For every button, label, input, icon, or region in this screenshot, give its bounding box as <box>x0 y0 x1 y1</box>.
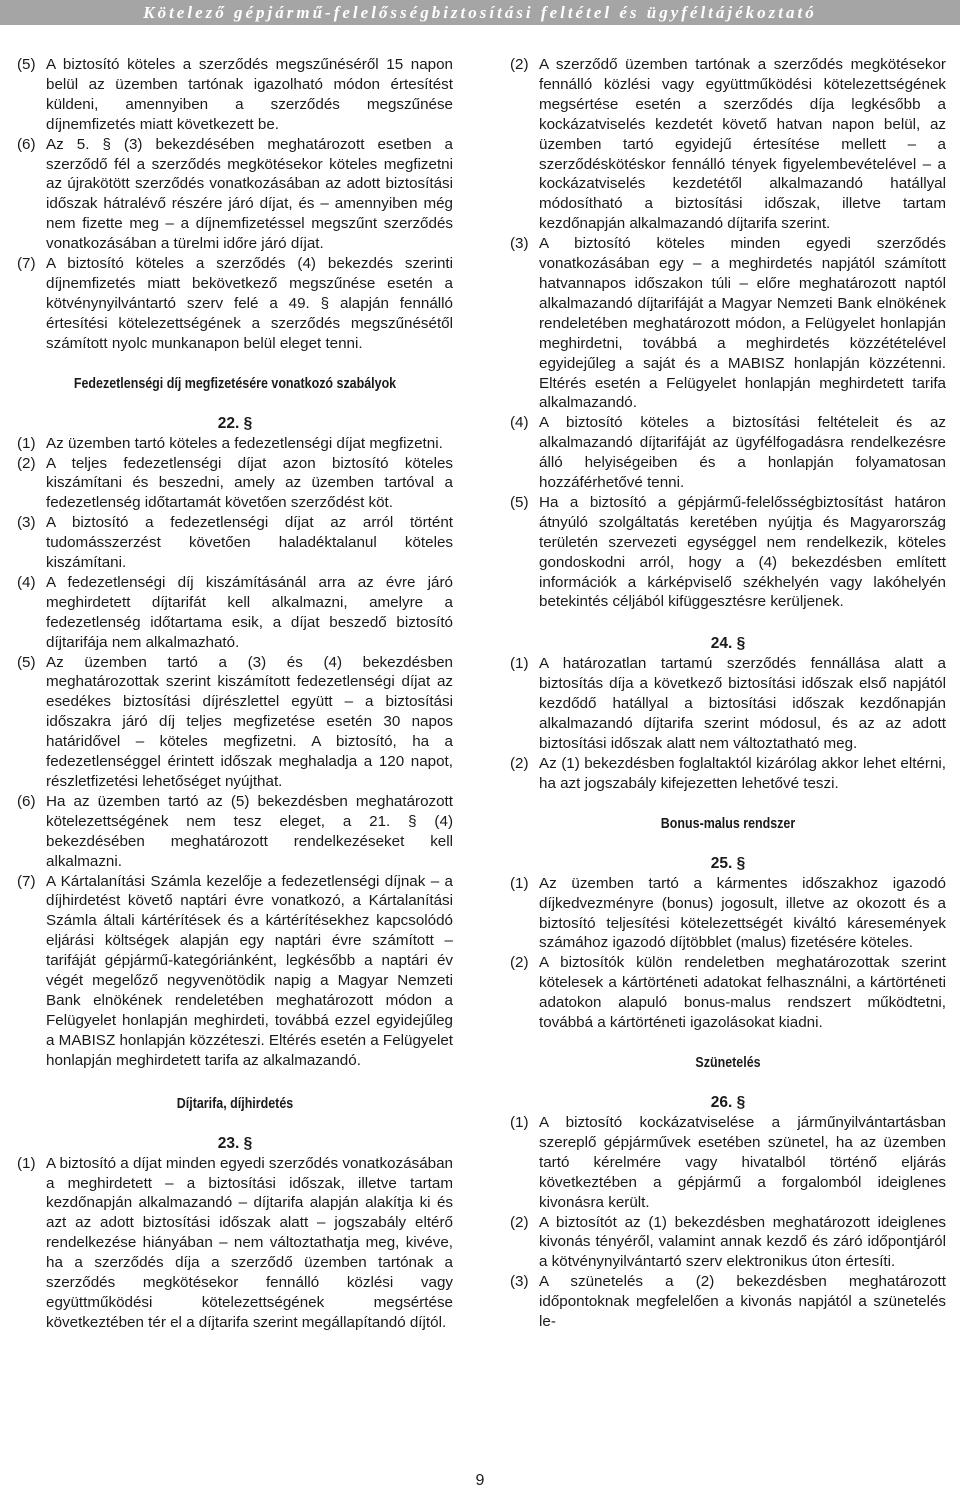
paragraph-number: (3) <box>510 1273 529 1291</box>
paragraph-text: Az üzemben tartó a kármentes időszakhoz igazodó díjkedvezményre (bonus) jogosult, illetve az okozott és a biztosító teljesítési kötelezettségét kiváltó káresemények számához igazodó díjtöbblet (malus) fizetésére köteles. <box>539 874 946 952</box>
section-title: Díjtarifa, díjhirdetés <box>176 1095 294 1112</box>
section-number: 25. § <box>710 854 746 872</box>
paragraph-26-3 <box>510 1272 946 1332</box>
paragraph-number: (4) <box>510 414 529 432</box>
paragraph-23-1 <box>17 1154 453 1333</box>
paragraph-number: (3) <box>510 235 529 253</box>
paragraph-text: A biztosítók külön rendeletben meghatározottak szerint kötelesek a kártörténeti adatokat felhasználni, a kártörténeti adatokon alapuló bonus-malus rendszert működtetni, továbbá a kártörténeti igazolásokat kiadni. <box>539 954 946 1032</box>
paragraph-text: A fedezetlenségi díj kiszámításánál arra az évre járó meghirdetett díjtarifát kell alkalmazni, amelyre a fedezetlenség időtartama esik, a díjat beszedő biztosító díjtarifája nem alkalmazható. <box>46 573 453 651</box>
page-number: 9 <box>475 1472 485 1489</box>
paragraph-21-5 <box>17 55 453 135</box>
left-column <box>17 55 453 1333</box>
paragraph-22-2 <box>17 454 453 514</box>
right-column <box>510 55 946 1332</box>
paragraph-text: A teljes fedezetlenségi díjat azon biztosító köteles kiszámítani és beszedni, amely az üzemben tartóval a fedezetlenség időtartamát követően szerződést köt. <box>46 454 453 512</box>
paragraph-26-1 <box>510 1113 946 1213</box>
paragraph-22-7 <box>17 872 453 1071</box>
paragraph-25-2 <box>510 953 946 1033</box>
paragraph-number: (1) <box>17 434 36 452</box>
paragraph-text: A biztosító köteles a szerződés megszűnéséről 15 napon belül az üzemben tartónak igazolható módon értesítést küldeni, amennyiben a szerződés megszűnése díjnemfizetés miatt következett be. <box>46 56 453 133</box>
paragraph-23-2 <box>510 55 946 234</box>
paragraph-text: A Kártalanítási Számla kezelője a fedezetlenségi díjnak – a díjhirdetést követő naptári évre vonatkozó, a Kártalanítási Számla általi kártérítések és a kártérítésekhez kapcsolódó eljárási költségek alapján egy naptári évre számított – tarifáját gépjármű-kategóriánként, legkésőbb a naptári év végét megelőző negyvenötödik napig a Magyar Nemzeti Bank elnökének rendeletében meghatározott módon a Felügyelet honlapján meghirdeti, továbbá ezzel egyidejűleg a MABISZ honlapján közzéteszi. Eltérés esetén a Felügyelet honlapján meghirdetett tarifa az alkalmazandó. <box>46 872 453 1069</box>
paragraph-text: A szerződő üzemben tartónak a szerződés megkötésekor fennálló közlési vagy együttműködési kötelezettségének megsértése esetén a szerződés díja legkésőbb a kockázatviselés kezdetét követő hatvan napon belül, az üzemben tartó egyidejű értesítése mellett – a szerződéskötéskor fennálló tények figyelembevételével – a kockázatviselés kezdetétől alkalmazandó hatállyal módosítható a biztosítási időszak, illetve tartam kezdőnapján alkalmazandó díjtarifa szerint. <box>539 56 946 233</box>
paragraph-22-3 <box>17 513 453 573</box>
paragraph-number: (5) <box>510 493 529 511</box>
paragraph-text: A biztosító köteles a szerződés (4) bekezdés szerinti díjnemfizetés miatt bekövetkező megszűnése esetén a kötvénynyilvántartó szerv felé a 49. § alapján fennálló értesítési kötelezettségének a szerződés megszűnésétől számított nyolc munkanapon belül eleget tenni. <box>46 255 453 352</box>
section-number: 26. § <box>710 1093 746 1111</box>
paragraph-number: (7) <box>17 872 36 890</box>
paragraph-text: Ha a biztosító a gépjármű-felelősségbiztosítást határon átnyúló szolgáltatás keretében nyújtja és Magyarország területén szervezeti egységgel nem rendelkezik, köteles gondoskodni arról, hogy a (4) bekezdésben említett információk a kárképviselő székhelyén vagy lakóhelyén betekintés céljából kifüggesztésre kerüljenek. <box>539 493 946 611</box>
section-number: 22. § <box>217 414 253 432</box>
paragraph-number: (1) <box>510 655 529 673</box>
paragraph-23-3 <box>510 234 946 413</box>
paragraph-text: A biztosító köteles minden egyedi szerződés vonatkozásában egy – a meghirdetés napjától számított hatvannapos időszakon túli – előre meghatározott naptól alkalmazandó díjtarifáját a Magyar Nemzeti Bank elnökének rendeletében meghatározott módon, a Felügyelet honlapján meghirdetni, továbbá a meghirdetés közzétételével egyidejűleg a saját és a MABISZ honlapján közzétenni. Eltérés esetén a Felügyelet honlapján meghirdetett tarifa alkalmazandó. <box>539 235 946 412</box>
paragraph-24-2 <box>510 754 946 794</box>
paragraph-number: (2) <box>17 454 36 472</box>
paragraph-22-1 <box>17 434 453 454</box>
paragraph-number: (6) <box>17 792 36 810</box>
section-title: Szünetelés <box>695 1054 761 1071</box>
paragraph-21-6 <box>17 135 453 254</box>
running-header: Kötelező gépjármű-felelősségbiztosítási feltétel és ügyféltájékoztató <box>0 0 960 25</box>
paragraph-number: (2) <box>510 1213 529 1231</box>
paragraph-22-4 <box>17 573 453 653</box>
paragraph-24-1 <box>510 654 946 754</box>
paragraph-text: A határozatlan tartamú szerződés fennállása alatt a biztosítás díja a következő biztosítási időszak első napjától kezdődő hatállyal a biztosítási időszak kezdőnapján alkalmazandó díjtarifa szerint módosul, és az az adott biztosítási időszak alatt nem változtatható meg. <box>539 655 946 752</box>
paragraph-text: A szünetelés a (2) bekezdésben meghatározott időpontoknak megfelelően a kivonás napjától a szünetelés le- <box>539 1273 946 1331</box>
paragraph-text: A biztosító a díjat minden egyedi szerződés vonatkozásában a meghirdetett – a biztosítási időszak, illetve tartam kezdőnapján alkalmazandó – díjtarifa alapján alakítja ki és azt az adott biztosítási időszak alatt – jogszabály eltérő rendelkezése hiányában – nem változtathatja meg, kivéve, ha a szerződés díja a szerződő üzemben tartónak a szerződés megkötésekor fennálló közlési vagy együttműködési kötelezettségének megsértése következtében tér el a díjtarifa szerint megállapítandó díjtól. <box>46 1154 453 1331</box>
paragraph-text: Az üzemben tartó köteles a fedezetlenségi díjat megfizetni. <box>46 434 443 452</box>
paragraph-text: Az (1) bekezdésben foglaltaktól kizárólag akkor lehet eltérni, ha azt jogszabály kifejezetten lehetővé teszi. <box>539 754 946 792</box>
paragraph-text: A biztosítót az (1) bekezdésben meghatározott ideiglenes kivonás tényéről, valamint annak kezdő és záró időpontjáról a kötvénynyilvántartó szerv elektronikus úton értesíti. <box>539 1213 946 1271</box>
paragraph-22-5 <box>17 653 453 792</box>
paragraph-text: A biztosító a fedezetlenségi díjat az arról történt tudomásszerzést követően haladéktalanul köteles kiszámítani. <box>46 514 453 572</box>
paragraph-text: A biztosító kockázatviselése a járműnyilvántartásban szereplő gépjárművek esetében szünetel, ha az üzemben tartó kérelmére vagy hivatalból történő eljárás következtében a gépjármű a forgalomból ideiglenes kivonásra került. <box>539 1113 946 1211</box>
paragraph-text: Az üzemben tartó a (3) és (4) bekezdésben meghatározottak szerint kiszámított fedezetlenségi díjat az esedékes biztosítási díjrészlettel együtt – a biztosítási időszakra járó díj teljes megfizetése esetén 30 napos határidővel – köteles megfizetni. A biztosító, ha a fedezetlenséggel érintett időszak meghaladja a 120 napot, részletfizetési lehetőséget nyújthat. <box>46 653 453 790</box>
section-title: Bonus-malus rendszer <box>660 815 796 832</box>
paragraph-number: (2) <box>510 754 529 772</box>
section-number: 23. § <box>217 1134 253 1152</box>
paragraph-number: (1) <box>510 874 529 892</box>
paragraph-number: (2) <box>510 56 529 73</box>
paragraph-23-4 <box>510 413 946 493</box>
section-number: 24. § <box>710 635 746 653</box>
paragraph-25-1 <box>510 874 946 954</box>
paragraph-number: (2) <box>510 954 529 972</box>
paragraph-number: (1) <box>510 1113 529 1131</box>
paragraph-text: Ha az üzemben tartó az (5) bekezdésben meghatározott kötelezettségének nem tesz eleget, a 21. § (4) bekezdésében meghatározott rendelkezéseket kell alkalmazni. <box>46 792 453 870</box>
paragraph-21-7 <box>17 254 453 354</box>
paragraph-26-2 <box>510 1213 946 1273</box>
paragraph-text: Az 5. § (3) bekezdésében meghatározott esetben a szerződő fél a szerződés megkötésekor köteles megfizetni az újrakötött szerződés vonatkozásában az adott biztosítási időszak hátralévő részére járó díjat, és – amennyiben még nem fizette meg – a díjnemfizetéssel megszűnt szerződés vonatkozásában a türelmi időre járó díjat. <box>46 135 453 253</box>
paragraph-23-5 <box>510 493 946 612</box>
paragraph-number: (5) <box>17 56 36 73</box>
paragraph-number: (4) <box>17 573 36 591</box>
paragraph-text: A biztosító köteles a biztosítási feltételeit és az alkalmazandó díjtarifáját az ügyfélfogadásra rendelkezésre álló helyiségeiben és a honlapján folyamatosan hozzáférhetővé tenni. <box>539 414 946 492</box>
section-title: Fedezetlenségi díj megfizetésére vonatkozó szabályok <box>73 375 397 392</box>
paragraph-number: (3) <box>17 514 36 532</box>
paragraph-number: (6) <box>17 135 36 153</box>
paragraph-number: (5) <box>17 653 36 671</box>
paragraph-number: (7) <box>17 255 36 273</box>
paragraph-22-6 <box>17 792 453 872</box>
paragraph-number: (1) <box>17 1154 36 1172</box>
